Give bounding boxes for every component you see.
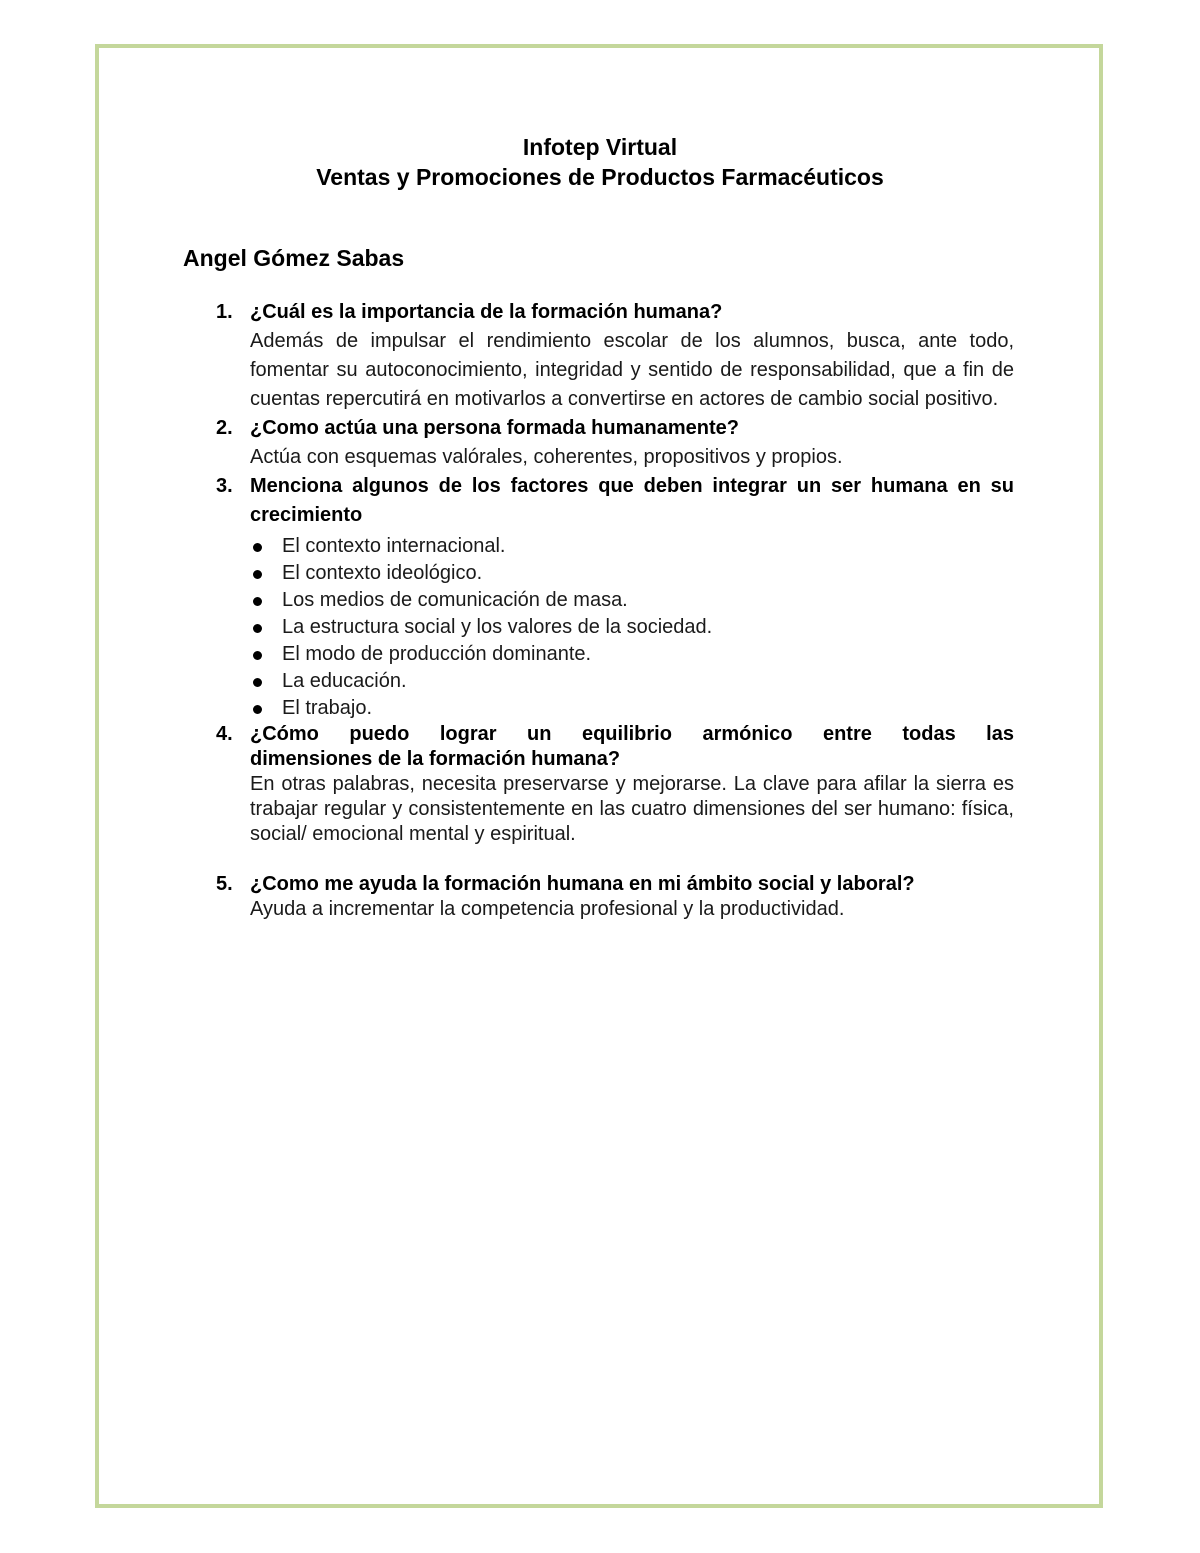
question-list <box>216 298 1014 922</box>
list-item <box>250 668 1014 695</box>
question-text: Menciona algunos de los factores que deben integrar un ser humana en su crecimiento <box>250 475 1014 526</box>
question-item-4 <box>216 722 1014 847</box>
document-subtitle: Ventas y Promociones de Productos Farmacéuticos <box>316 164 884 190</box>
list-item-text: Los medios de comunicación de masa. <box>282 589 628 611</box>
question-text-line-1: ¿Cómo puedo lograr un equilibrio armónico entre todas las <box>250 723 1014 745</box>
list-item-text: La estructura social y los valores de la sociedad. <box>282 616 713 638</box>
list-item <box>250 614 1014 641</box>
list-item <box>250 587 1014 614</box>
question-number: 1. <box>216 301 233 323</box>
answer-text: Actúa con esquemas valórales, coherentes, propositivos y propios. <box>250 446 843 468</box>
document-title: Infotep Virtual <box>522 134 678 160</box>
question-item-1 <box>216 298 1014 414</box>
list-item-text: El modo de producción dominante. <box>282 643 592 665</box>
question-number: 3. <box>216 475 233 497</box>
bullet-icon <box>253 705 262 714</box>
question-item-3 <box>216 472 1014 722</box>
question-text-line-2: dimensiones de la formación humana? <box>250 748 621 770</box>
question-item-5 <box>216 872 1014 922</box>
author-name: Angel Gómez Sabas <box>183 245 405 271</box>
answer-text: Ayuda a incrementar la competencia profesional y la productividad. <box>250 898 845 920</box>
list-item <box>250 560 1014 587</box>
factor-list <box>250 533 1014 722</box>
question-text: ¿Como me ayuda la formación humana en mi ámbito social y laboral? <box>250 873 915 895</box>
list-item-text: La educación. <box>282 670 407 692</box>
list-item-text: El trabajo. <box>282 697 373 719</box>
bullet-icon <box>253 597 262 606</box>
question-item-2 <box>216 414 1014 472</box>
question-text: ¿Cuál es la importancia de la formación humana? <box>250 301 723 323</box>
list-item-text: El contexto internacional. <box>282 535 506 557</box>
bullet-icon <box>253 570 262 579</box>
answer-text: En otras palabras, necesita preservarse y mejorarse. La clave para afilar la sierra es trabajar regular y consistentemente en las cuatro dimensiones del ser humano: física, social/ emocional mental y espiritual. <box>250 773 1014 845</box>
bullet-icon <box>253 651 262 660</box>
question-number: 2. <box>216 417 233 439</box>
list-item-text: El contexto ideológico. <box>282 562 483 584</box>
answer-text: Además de impulsar el rendimiento escolar de los alumnos, busca, ante todo, fomentar su autoconocimiento, integridad y sentido de responsabilidad, que a fin de cuentas repercutirá en motivarlos a convertirse en actores de cambio social positivo. <box>250 330 1014 410</box>
bullet-icon <box>253 624 262 633</box>
spacer <box>216 847 1014 872</box>
question-number: 5. <box>216 873 233 895</box>
list-item <box>250 695 1014 722</box>
list-item <box>250 533 1014 560</box>
question-text: ¿Como actúa una persona formada humanamente? <box>250 417 739 439</box>
bullet-icon <box>253 678 262 687</box>
question-number: 4. <box>216 723 233 745</box>
list-item <box>250 641 1014 668</box>
bullet-icon <box>253 543 262 552</box>
